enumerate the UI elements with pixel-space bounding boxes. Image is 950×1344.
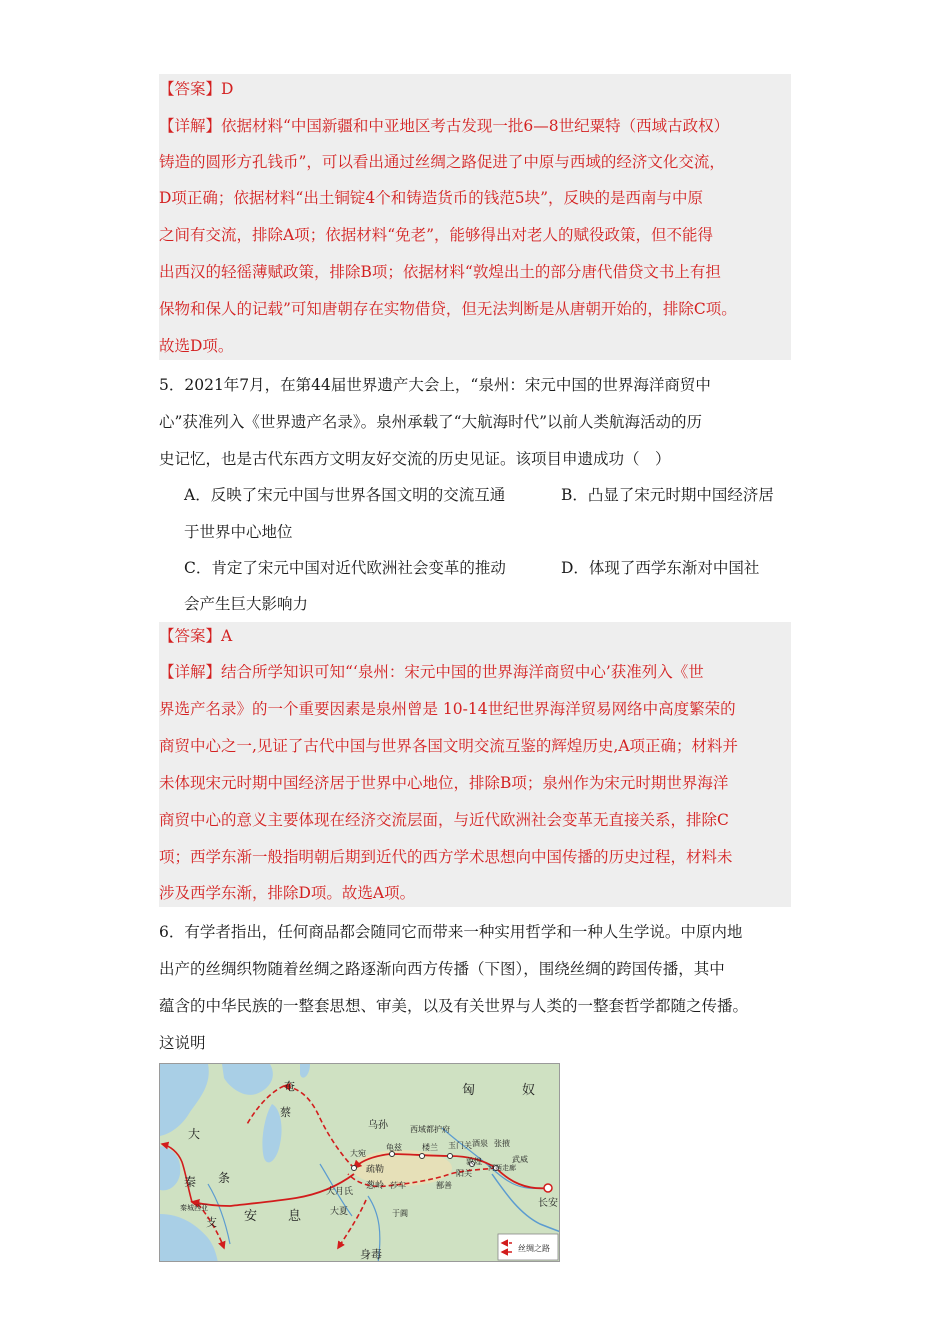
- map-label: 奄: [284, 1080, 295, 1093]
- map-label: 乌孙: [368, 1120, 388, 1131]
- map-legend: [498, 1234, 558, 1260]
- map-label: 安: [244, 1209, 258, 1224]
- map-label: 匈: [462, 1083, 476, 1098]
- question-5: [159, 370, 791, 620]
- answer-label: 【答案】D: [159, 80, 234, 98]
- map-label: 楼兰: [422, 1143, 438, 1152]
- map-label: 秦城西亚: [180, 1204, 208, 1212]
- question-6: [159, 918, 791, 1058]
- map-label: 鄯善: [436, 1181, 452, 1190]
- map-label: 支: [206, 1216, 217, 1229]
- explanation-line: 界选产名录》的一个重要因素是泉州曾是 10-14世纪世界海洋贸易网络中高度繁荣的: [159, 700, 736, 718]
- answer-block-q4: [159, 74, 791, 360]
- city-marker-changan: [544, 1184, 552, 1192]
- explanation-line: 之间有交流，排除A项；依据材料“免老”，能够得出对老人的赋役政策，但不能得: [159, 226, 714, 244]
- option-d[interactable]: D．体现了西学东渐对中国社: [561, 559, 760, 577]
- map-label: 秦: [184, 1175, 197, 1189]
- answer-block-q5: [159, 622, 791, 907]
- map-label: 疏勒: [366, 1165, 385, 1175]
- explanation-line: D项正确；依据材料“出土铜锭4个和铸造货币的钱范5块”，反映的是西南与中原: [159, 189, 704, 207]
- option-b-continued: 于世界中心地位: [184, 523, 293, 541]
- map-label: 玉门关: [448, 1141, 472, 1150]
- map-label: 大月氏: [326, 1187, 354, 1197]
- map-label: 于阗: [392, 1209, 408, 1218]
- question-stem-line: 史记忆，也是古代东西方文明友好交流的历史见证。该项目申遗成功（ ）: [159, 450, 671, 468]
- map-label: 酒泉: [472, 1139, 488, 1148]
- map-label: 条: [218, 1171, 231, 1185]
- silk-road-map: [159, 1063, 560, 1262]
- explanation-line: 未体现宋元时期中国经济居于世界中心地位，排除B项；泉州作为宋元时期世界海洋: [159, 774, 729, 792]
- explanation-line: 【详解】结合所学知识可知“‘泉州：宋元中国的世界海洋商贸中心’获准列入《世: [159, 663, 704, 681]
- option-c[interactable]: C．肯定了宋元中国对近代欧洲社会变革的推动: [184, 559, 506, 577]
- map-label: 大宛: [350, 1149, 366, 1158]
- answer-label: 【答案】A: [159, 627, 233, 645]
- explanation-line: 铸造的圆形方孔钱币”，可以看出通过丝绸之路促进了中原与西域的经济文化交流，: [159, 153, 725, 171]
- explanation-line: 故选D项。: [159, 337, 234, 355]
- legend-label: 丝绸之路: [518, 1244, 550, 1253]
- question-stem-line: 5．2021年7月，在第44届世界遗产大会上，“泉州：宋元中国的世界海洋商贸中: [159, 376, 711, 394]
- explanation-line: 商贸中心的意义主要体现在经济交流层面，与近代欧洲社会变革无直接关系，排除C: [159, 811, 729, 829]
- option-b[interactable]: B．凸显了宋元时期中国经济居: [561, 486, 774, 504]
- explanation-line: 涉及西学东渐，排除D项。故选A项。: [159, 884, 416, 902]
- map-label: 息: [288, 1209, 302, 1224]
- city-marker: [390, 1152, 395, 1157]
- city-marker: [352, 1166, 357, 1171]
- option-a[interactable]: A．反映了宋元中国与世界各国文明的交流互通: [184, 486, 506, 504]
- map-label: 莎车: [390, 1181, 406, 1190]
- map-label: 大: [188, 1127, 201, 1141]
- explanation-line: 【详解】依据材料“中国新疆和中亚地区考古发现一批6—8世纪粟特（西域古政权）: [159, 117, 730, 135]
- map-label: 张掖: [494, 1139, 510, 1148]
- map-label: 大夏: [330, 1207, 349, 1217]
- map-label: 敦煌: [466, 1157, 482, 1166]
- map-label: 阳关: [456, 1169, 472, 1178]
- map-label: 西域都护府: [410, 1125, 450, 1134]
- city-marker: [420, 1154, 425, 1159]
- question-stem-line: 6．有学者指出，任何商品都会随同它而带来一种实用哲学和一种人生学说。中原内地: [159, 923, 743, 941]
- map-label: 奴: [522, 1083, 536, 1098]
- question-stem-line: 出产的丝绸织物随着丝绸之路逐渐向西方传播（下图），围绕丝绸的跨国传播，其中: [159, 960, 725, 978]
- map-label: 蔡: [280, 1106, 291, 1119]
- option-d-continued: 会产生巨大影响力: [184, 595, 309, 613]
- map-label: 长安: [538, 1198, 558, 1209]
- question-stem-line: 蕴含的中华民族的一整套思想、审美，以及有关世界与人类的一整套哲学都随之传播。: [159, 997, 749, 1015]
- map-label: 河西走廊: [488, 1164, 516, 1172]
- explanation-line: 保物和保人的记载”可知唐朝存在实物借贷，但无法判断是从唐朝开始的，排除C项。: [159, 300, 737, 318]
- explanation-line: 项；西学东渐一般指明朝后期到近代的西方学术思想向中国传播的历史过程，材料未: [159, 848, 733, 866]
- map-label: 身毒: [360, 1248, 382, 1261]
- map-label: 龟兹: [386, 1143, 402, 1152]
- map-label: 武威: [512, 1155, 528, 1164]
- explanation-line: 出西汉的轻徭薄赋政策，排除B项；依据材料“敦煌出土的部分唐代借贷文书上有担: [159, 263, 721, 281]
- question-stem-line: 心”获准列入《世界遗产名录》。泉州承载了“大航海时代”以前人类航海活动的历: [159, 413, 703, 431]
- question-stem-line: 这说明: [159, 1034, 206, 1052]
- explanation-line: 商贸中心之一,见证了古代中国与世界各国文明交流互鉴的辉煌历史,A项正确；材料并: [159, 737, 739, 755]
- map-graphic: [160, 1064, 560, 1262]
- city-marker: [448, 1154, 453, 1159]
- map-label: 葱岭: [366, 1181, 385, 1191]
